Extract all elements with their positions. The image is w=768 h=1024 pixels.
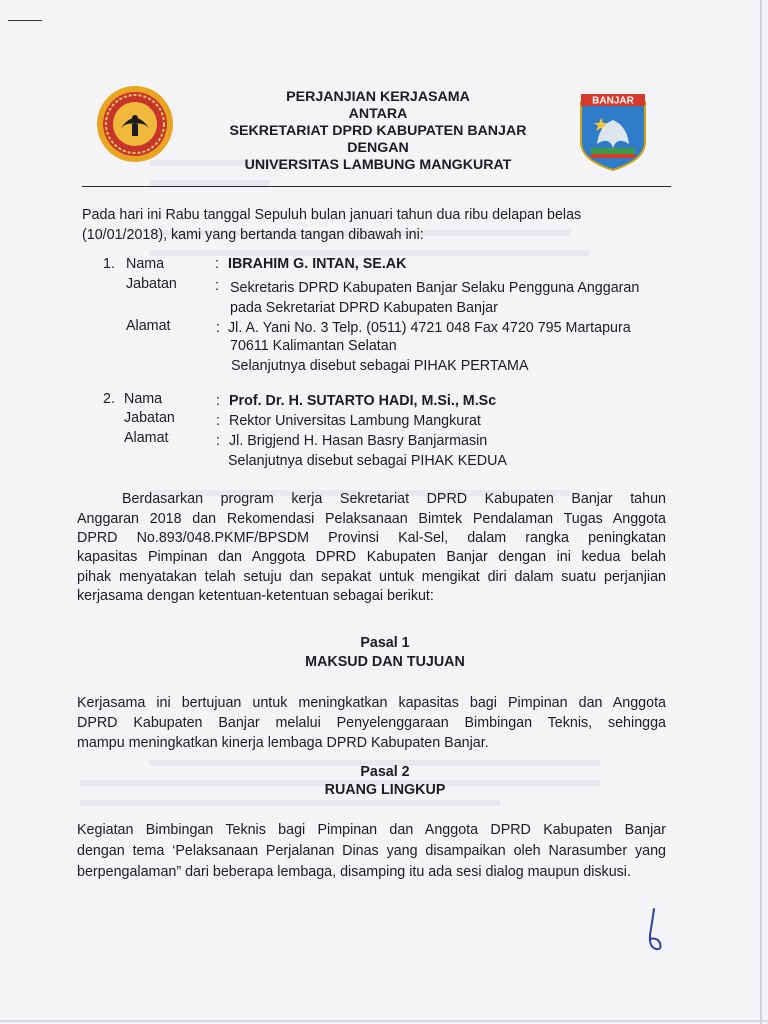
party1-nama: IBRAHIM G. INTAN, SE.AK: [228, 256, 407, 272]
pasal2-line-3: berpengalaman” dari beberapa lembaga, disamping itu ada sesi dialog maupun diskusi.: [77, 864, 631, 880]
party2-colon-jabatan: :: [216, 413, 220, 429]
party2-colon-alamat: :: [216, 433, 220, 449]
page-edge-right: [760, 0, 762, 1024]
pasal1-subtitle: MAKSUD DAN TUJUAN: [305, 654, 465, 670]
para1-line-6: kerjasama dengan ketentuan-ketentuan sebagai berikut:: [77, 588, 434, 604]
pasal2-subtitle: RUANG LINGKUP: [324, 782, 446, 798]
header-rule: [82, 186, 671, 187]
para1-line-2: Anggaran 2018 dan Rekomendasi Pelaksanaan Bimtek Pendalaman Tugas Anggota: [77, 511, 666, 527]
initial-signature-icon: [640, 905, 670, 955]
party1-alamat-line-2: 70611 Kalimantan Selatan: [230, 338, 397, 354]
party2-jabatan-label: Jabatan: [124, 410, 175, 426]
title-line-2: ANTARA: [348, 106, 408, 122]
party1-nama-label: Nama: [126, 256, 165, 272]
para1-line-3: DPRD No.893/048.PKMF/BPSDM Provinsi Kal-Sel, dalam rangka peningkatan: [77, 530, 666, 546]
party2-jabatan: Rektor Universitas Lambung Mangkurat: [229, 413, 481, 429]
intro-line-2: (10/01/2018), kami yang bertanda tangan dibawah ini:: [82, 227, 424, 243]
party2-nama: Prof. Dr. H. SUTARTO HADI, M.Si., M.Sc: [229, 393, 497, 409]
corner-mark: [8, 20, 42, 21]
party1-jabatan-line-2: pada Sekretariat DPRD Kabupaten Banjar: [230, 300, 498, 316]
party1-selanjutnya: Selanjutnya disebut sebagai PIHAK PERTAMA: [231, 358, 529, 374]
svg-text:BANJAR: BANJAR: [592, 95, 634, 107]
page-edge-bottom: [0, 1020, 768, 1022]
para1-line-5: pihak menyatakan telah setuju dan sepakat untuk mengikat diri dalam suatu perjanjian: [77, 569, 666, 585]
party1-alamat-line-1: Jl. A. Yani No. 3 Telp. (0511) 4721 048 Fax 4720 795 Martapura: [228, 320, 631, 336]
pasal1-line-2: DPRD Kabupaten Banjar melalui Penyelenggaraan Bimbingan Teknis, sehingga: [77, 715, 666, 731]
pasal2-title: Pasal 2: [360, 764, 410, 780]
party1-colon-jabatan: :: [215, 278, 219, 294]
title-line-4: DENGAN: [347, 140, 409, 156]
pasal1-title: Pasal 1: [360, 635, 410, 651]
party2-alamat-label: Alamat: [124, 430, 169, 446]
party1-jabatan-line-1: Sekretaris DPRD Kabupaten Banjar Selaku Pengguna Anggaran: [230, 280, 640, 296]
intro-line-1: Pada hari ini Rabu tanggal Sepuluh bulan januari tahun dua ribu delapan belas: [82, 207, 582, 223]
party1-jabatan-label: Jabatan: [126, 276, 177, 292]
party2-alamat: Jl. Brigjend H. Hasan Basry Banjarmasin: [229, 433, 488, 449]
pasal1-line-3: mampu meningkatkan kinerja lembaga DPRD Kabupaten Banjar.: [77, 735, 489, 751]
party2-nama-label: Nama: [124, 391, 163, 407]
university-seal-icon: [95, 84, 175, 164]
para1-line-4: kapasitas Pimpinan dan Anggota DPRD Kabupaten Banjar dengan ini kedua belah: [77, 549, 666, 565]
title-line-3: SEKRETARIAT DPRD KABUPATEN BANJAR: [229, 123, 527, 139]
para1-line-1: Berdasarkan program kerja Sekretariat DPRD Kabupaten Banjar tahun: [122, 491, 666, 507]
pasal2-line-2: dengan tema ‘Pelaksanaan Perjalanan Dinas yang disampaikan oleh Narasumber yang: [77, 843, 666, 859]
banjar-crest-icon: [577, 92, 649, 172]
party1-colon-nama: :: [215, 256, 219, 272]
party1-colon-alamat: :: [216, 320, 220, 336]
party1-number: 1.: [103, 256, 115, 272]
title-line-1: PERJANJIAN KERJASAMA: [286, 89, 470, 105]
pasal2-line-1: Kegiatan Bimbingan Teknis bagi Pimpinan dan Anggota DPRD Kabupaten Banjar: [77, 822, 666, 838]
party2-colon-nama: :: [216, 393, 220, 409]
party2-number: 2.: [103, 391, 115, 407]
party2-selanjutnya: Selanjutnya disebut sebagai PIHAK KEDUA: [228, 453, 507, 469]
pasal1-line-1: Kerjasama ini bertujuan untuk meningkatkan kapasitas bagi Pimpinan dan Anggota: [77, 695, 666, 711]
party1-alamat-label: Alamat: [126, 318, 171, 334]
title-line-5: UNIVERSITAS LAMBUNG MANGKURAT: [244, 157, 512, 173]
